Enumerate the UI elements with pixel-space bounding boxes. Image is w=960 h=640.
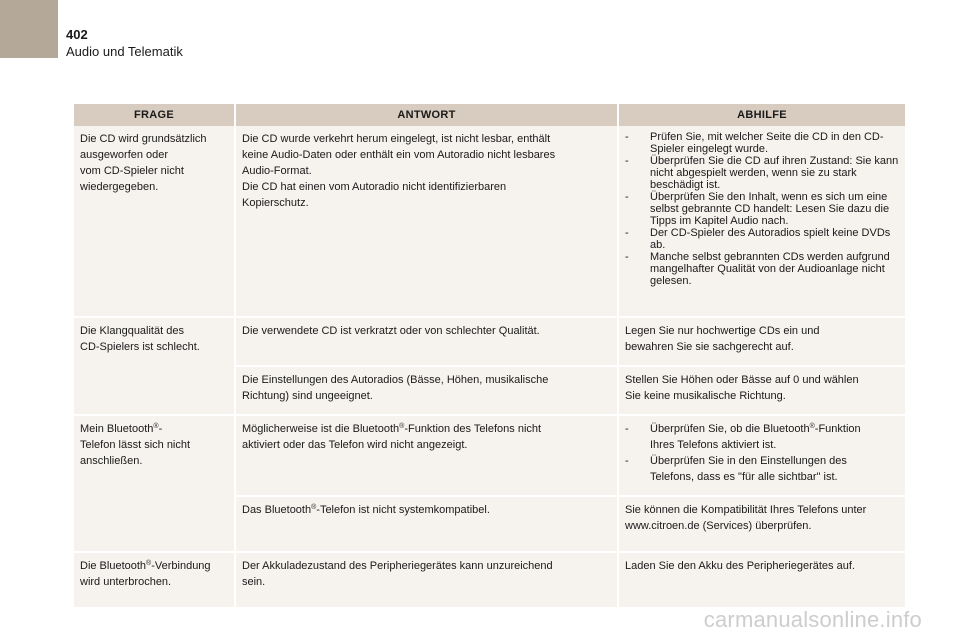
list-item bbox=[625, 421, 899, 453]
text-line: www.citroen.de (Services) überprüfen. bbox=[625, 520, 812, 532]
text-fragment: -Funktion bbox=[814, 423, 861, 435]
text-line bbox=[650, 421, 899, 437]
text-line: anschließen. bbox=[80, 455, 143, 467]
text-fragment: -Funktion des Telefons nicht bbox=[404, 423, 542, 435]
watermark: carmanualsonline.info bbox=[703, 607, 922, 632]
remedy-cell bbox=[618, 317, 905, 366]
list-item: - Prüfen Sie, mit welcher Seite die CD in den CD-Spieler eingelegt wurde. bbox=[625, 131, 899, 155]
text-line: Stellen Sie Höhen oder Bässe auf 0 und wählen bbox=[625, 374, 859, 386]
answer-cell bbox=[235, 496, 618, 552]
text-line: keine Audio-Daten oder enthält ein vom Autoradio nicht lesbares bbox=[242, 149, 556, 161]
answer-cell bbox=[235, 317, 618, 366]
question-cell bbox=[74, 415, 235, 552]
text-line: Laden Sie den Akku des Peripheriegerätes auf. bbox=[625, 560, 855, 572]
text-line: wiedergegeben. bbox=[80, 181, 159, 193]
table-row bbox=[74, 552, 905, 608]
text-line: Die Klangqualität des bbox=[80, 325, 184, 337]
text-line: sein. bbox=[242, 576, 266, 588]
text-line: ausgeworfen oder bbox=[80, 149, 169, 161]
registered-mark: ® bbox=[311, 504, 317, 511]
text-line bbox=[80, 558, 228, 574]
text-line: vom CD-Spieler nicht bbox=[80, 165, 184, 177]
text-line: wird unterbrochen. bbox=[80, 576, 172, 588]
section-title: Audio und Telematik bbox=[66, 44, 183, 59]
text-line: Telefon lässt sich nicht bbox=[80, 439, 191, 451]
text-line: CD-Spielers ist schlecht. bbox=[80, 341, 200, 353]
column-header-question: FRAGE bbox=[74, 104, 235, 126]
text-line: Die CD wird grundsätzlich bbox=[80, 133, 207, 145]
text-line bbox=[80, 421, 228, 437]
text-fragment: -Verbindung bbox=[151, 560, 211, 572]
table-row bbox=[74, 317, 905, 366]
page-number: 402 bbox=[66, 27, 88, 42]
registered-mark: ® bbox=[153, 423, 159, 430]
question-cell bbox=[74, 126, 235, 317]
list-item bbox=[625, 453, 899, 485]
text-line: Die CD hat einen vom Autoradio nicht identifizierbaren bbox=[242, 181, 507, 193]
table-row bbox=[74, 415, 905, 496]
text-line bbox=[242, 502, 611, 518]
text-line: Sie keine musikalische Richtung. bbox=[625, 390, 786, 402]
question-cell bbox=[74, 552, 235, 608]
remedy-cell bbox=[618, 552, 905, 608]
text-fragment: Überprüfen Sie, ob die Bluetooth bbox=[650, 423, 810, 435]
registered-mark: ® bbox=[399, 423, 405, 430]
text-fragment: Das Bluetooth bbox=[242, 504, 312, 516]
answer-cell bbox=[235, 415, 618, 496]
text-line: Ihres Telefons aktiviert ist. bbox=[650, 439, 777, 451]
question-cell bbox=[74, 317, 235, 415]
text-line: aktiviert oder das Telefon wird nicht angezeigt. bbox=[242, 439, 468, 451]
text-line: Die verwendete CD ist verkratzt oder von schlechter Qualität. bbox=[242, 325, 540, 337]
answer-cell bbox=[235, 552, 618, 608]
column-header-remedy: ABHILFE bbox=[618, 104, 905, 126]
column-header-answer: ANTWORT bbox=[235, 104, 618, 126]
text-line: Richtung) sind ungeeignet. bbox=[242, 390, 373, 402]
text-line: bewahren Sie sie sachgerecht auf. bbox=[625, 341, 794, 353]
remedy-cell bbox=[618, 126, 905, 317]
text-line: Die CD wurde verkehrt herum eingelegt, ist nicht lesbar, enthält bbox=[242, 133, 551, 145]
text-line bbox=[242, 421, 611, 437]
corner-tab bbox=[0, 0, 58, 58]
text-fragment: Möglicherweise ist die Bluetooth bbox=[242, 423, 400, 435]
remedy-list bbox=[625, 131, 899, 287]
text-line: Der Akkuladezustand des Peripheriegerätes kann unzureichend bbox=[242, 560, 553, 572]
text-line: Legen Sie nur hochwertige CDs ein und bbox=[625, 325, 820, 337]
list-item: - Überprüfen Sie die CD auf ihren Zustand: Sie kann nicht abgespielt werden, wenn sie zu stark beschädigt ist. bbox=[625, 155, 899, 191]
list-item: - Manche selbst gebrannten CDs werden aufgrund mangelhafter Qualität von der Audioanlage nicht gelesen. bbox=[625, 251, 899, 287]
remedy-cell bbox=[618, 415, 905, 496]
remedy-cell bbox=[618, 366, 905, 415]
text-fragment: - bbox=[158, 423, 163, 435]
text-fragment: Mein Bluetooth bbox=[80, 423, 154, 435]
text-line: Kopierschutz. bbox=[242, 197, 309, 209]
answer-cell bbox=[235, 366, 618, 415]
registered-mark: ® bbox=[809, 423, 815, 430]
table-header-row bbox=[74, 104, 905, 126]
text-line: Audio-Format. bbox=[242, 165, 312, 177]
text-line: - Überprüfen Sie in den Einstellungen des bbox=[650, 455, 847, 467]
text-fragment: -Telefon ist nicht systemkompatibel. bbox=[316, 504, 490, 516]
answer-cell bbox=[235, 126, 618, 317]
list-item: - Der CD-Spieler des Autoradios spielt keine DVDs ab. bbox=[625, 227, 899, 251]
text-line: Die Einstellungen des Autoradios (Bässe, Höhen, musikalische bbox=[242, 374, 549, 386]
text-line: Telefons, dass es "für alle sichtbar" ist. bbox=[650, 471, 838, 483]
faq-table bbox=[74, 104, 905, 609]
list-item: - Überprüfen Sie den Inhalt, wenn es sich um eine selbst gebrannte CD handelt: Lesen Sie dazu die Tipps im Kapitel Audio nach. bbox=[625, 191, 899, 227]
text-line: Sie können die Kompatibilität Ihres Telefons unter bbox=[625, 504, 867, 516]
remedy-list bbox=[625, 421, 899, 485]
table-row bbox=[74, 126, 905, 317]
text-fragment: Die Bluetooth bbox=[80, 560, 147, 572]
remedy-cell bbox=[618, 496, 905, 552]
registered-mark: ® bbox=[146, 560, 152, 567]
